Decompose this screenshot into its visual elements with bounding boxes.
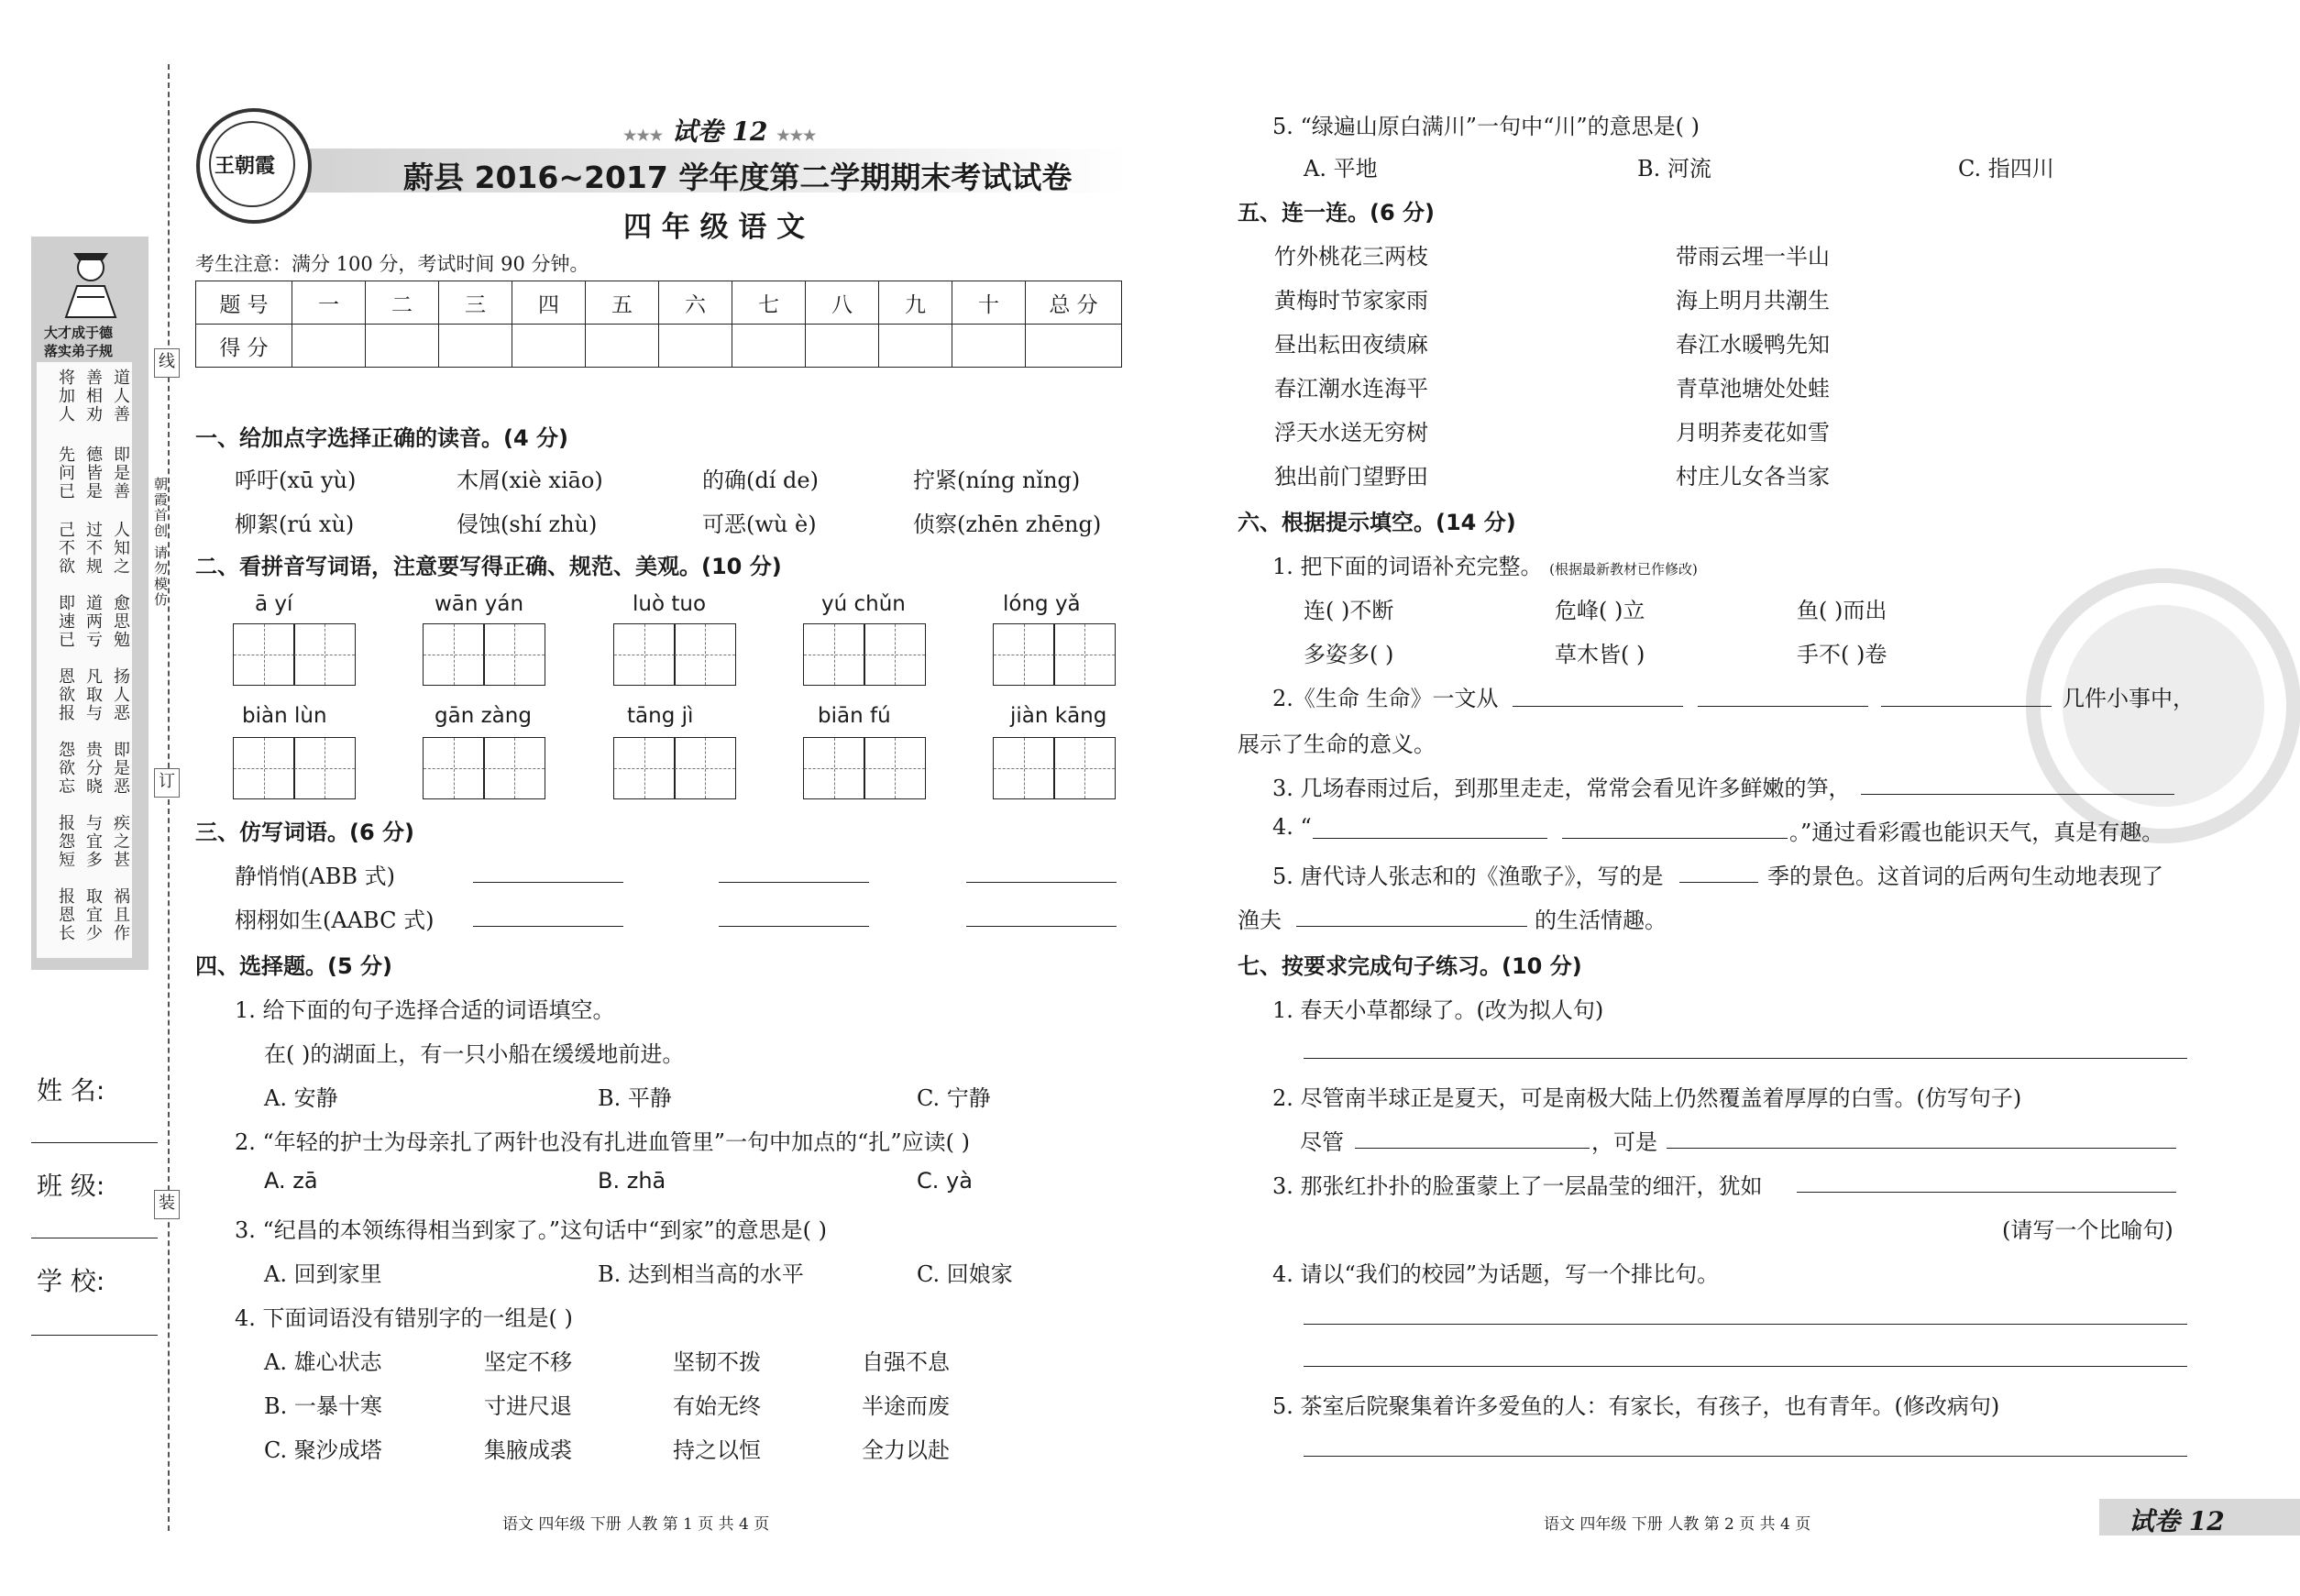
- writing-grid-cell[interactable]: [293, 623, 356, 686]
- score-cell: 二: [366, 281, 439, 325]
- option-b[interactable]: B. 河流: [1637, 156, 1711, 182]
- score-cell: 八: [806, 281, 879, 325]
- sidebar-verse-col: 报怨短: [56, 814, 75, 869]
- score-input[interactable]: [1026, 325, 1122, 368]
- answer-line[interactable]: [1304, 1366, 2187, 1367]
- writing-grid-cell[interactable]: [674, 623, 736, 686]
- writing-grid-cell[interactable]: [803, 737, 865, 799]
- poem-line-right[interactable]: 月明荞麦花如雪: [1676, 420, 1830, 446]
- sidebar-verse-col: 怨欲忘: [56, 741, 75, 796]
- score-cell: 得 分: [196, 325, 292, 368]
- exam-notice: 考生注意：满分 100 分，考试时间 90 分钟。: [195, 253, 589, 275]
- imitation-answer-line[interactable]: [473, 926, 623, 927]
- option-word: 半途而废: [862, 1393, 950, 1419]
- option-a[interactable]: A. 回到家里: [264, 1261, 382, 1287]
- writing-grid-cell[interactable]: [993, 623, 1055, 686]
- paper-tag: [623, 112, 816, 149]
- writing-grid-cell[interactable]: [613, 623, 676, 686]
- score-input[interactable]: [952, 325, 1026, 368]
- answer-line[interactable]: [1313, 838, 1547, 839]
- option-word: 寸进尺退: [484, 1393, 572, 1419]
- section-4-title: 四、选择题。(5 分): [195, 953, 392, 979]
- score-input[interactable]: [366, 325, 439, 368]
- option-b[interactable]: B. 达到相当高的水平: [598, 1261, 804, 1287]
- writing-grid-cell[interactable]: [864, 623, 926, 686]
- idiom-blank[interactable]: 危峰( )立: [1555, 598, 1645, 623]
- question-text: 5. “绿遍山原白满川”一句中“川”的意思是( ): [1272, 114, 1700, 139]
- question-text-cont: 。”通过看彩霞也能识天气，真是有趣。: [1789, 820, 2164, 845]
- idiom-blank[interactable]: 手不( )卷: [1797, 642, 1887, 667]
- pinyin-label: luò tuo: [633, 592, 707, 616]
- pronunciation-item: 柳絮(rú xù): [235, 512, 355, 537]
- sidebar-verse-col: 即是善: [111, 446, 130, 501]
- sidebar-verse-col: 恩欲报: [56, 667, 75, 722]
- score-input[interactable]: [292, 325, 366, 368]
- binding-stamp-line: 线: [154, 348, 180, 378]
- logo-text: 王朝霞: [215, 154, 276, 178]
- binding-stamp-order: 订: [154, 768, 180, 798]
- imitation-answer-line[interactable]: [966, 882, 1117, 883]
- answer-line[interactable]: [1296, 926, 1527, 927]
- imitation-prompt: 静悄悄(ABB 式): [235, 864, 395, 889]
- option-c[interactable]: C. 指四川: [1958, 156, 2054, 182]
- section-5-title: 五、连一连。(6 分): [1238, 200, 1435, 226]
- pronunciation-item: 侦察(zhēn zhēng): [913, 512, 1102, 537]
- writing-grid-cell[interactable]: [483, 737, 545, 799]
- score-input[interactable]: [512, 325, 586, 368]
- section-2-title: 二、看拼音写词语，注意要写得正确、规范、美观。(10 分): [195, 554, 782, 579]
- pronunciation-item: 木屑(xiè xiāo): [457, 468, 603, 493]
- page-footer-right: 语文 四年级 下册 人教 第 2 页 共 4 页: [1544, 1515, 1811, 1534]
- sidebar-verse-col: 德皆是: [83, 446, 103, 501]
- score-input[interactable]: [806, 325, 879, 368]
- question-text: 5. 唐代诗人张志和的《渔歌子》，写的是: [1272, 864, 1664, 889]
- pronunciation-item: 可恶(wù è): [702, 512, 817, 537]
- option-word: 自强不息: [862, 1349, 950, 1375]
- option-word: 坚定不移: [484, 1349, 572, 1375]
- score-cell: 一: [292, 281, 366, 325]
- option-b[interactable]: B. 平静: [598, 1085, 672, 1111]
- exam-title: 蔚县 2016~2017 学年度第二学期期末考试试卷: [403, 160, 1073, 195]
- score-cell: 七: [732, 281, 806, 325]
- paper-tag-text: 试卷 12: [671, 116, 768, 147]
- name-field[interactable]: [31, 1142, 158, 1143]
- idiom-blank[interactable]: 鱼( )而出: [1797, 598, 1887, 623]
- sidebar-verse-col: 扬人恶: [111, 667, 130, 722]
- imitation-answer-line[interactable]: [966, 926, 1117, 927]
- name-label: 姓 名:: [37, 1075, 105, 1106]
- question-text-cont: 展示了生命的意义。: [1238, 732, 1436, 757]
- question-text-cont: 渔夫: [1238, 908, 1282, 933]
- pinyin-label: ā yí: [255, 592, 293, 616]
- score-input[interactable]: [659, 325, 732, 368]
- sidebar-verse-col: 善相劝: [83, 369, 103, 424]
- option-word: 全力以赴: [862, 1437, 950, 1463]
- idiom-blank[interactable]: 连( )不断: [1304, 598, 1394, 623]
- answer-line[interactable]: [1304, 1456, 2187, 1457]
- writing-grid-cell[interactable]: [483, 623, 545, 686]
- sidebar-verse-col: 疾之甚: [111, 814, 130, 869]
- pinyin-label: tāng jì: [627, 704, 694, 728]
- sidebar-verse-col: 过不规: [83, 521, 103, 576]
- sidebar-verse-col: 人知之: [111, 521, 130, 576]
- answer-line[interactable]: [1304, 1324, 2187, 1325]
- question-text: 1. 春天小草都绿了。(改为拟人句): [1272, 997, 1604, 1023]
- option-a[interactable]: A. 雄心状志: [264, 1349, 382, 1375]
- option-b[interactable]: B. 一暴十寒: [264, 1393, 382, 1419]
- score-cell: 总 分: [1026, 281, 1122, 325]
- question-note: (请写一个比喻句): [2002, 1217, 2173, 1243]
- writing-grid-cell[interactable]: [993, 737, 1055, 799]
- score-cell: 五: [586, 281, 659, 325]
- option-c[interactable]: C. yà: [917, 1168, 973, 1194]
- answer-line[interactable]: [1355, 1148, 1590, 1149]
- question-text-cont: 的生活情趣。: [1535, 908, 1667, 933]
- pinyin-label: jiàn kāng: [1010, 704, 1107, 728]
- score-input[interactable]: [586, 325, 659, 368]
- sidebar-verse-col: 道两亏: [83, 594, 103, 649]
- question-text: 4. 请以“我们的校园”为话题，写一个排比句。: [1272, 1261, 1720, 1287]
- answer-line[interactable]: [1304, 1058, 2187, 1059]
- question-stem: 在( )的湖面上，有一只小船在缓缓地前进。: [264, 1041, 685, 1067]
- answer-line[interactable]: [1881, 706, 2052, 707]
- star-right-icon: ★★★: [776, 127, 817, 144]
- star-left-icon: ★★★: [623, 127, 664, 144]
- answer-line[interactable]: [1562, 838, 1788, 839]
- imitation-answer-line[interactable]: [473, 882, 623, 883]
- sidebar-verse-col: 取宜少: [83, 887, 103, 942]
- writing-grid-cell[interactable]: [1053, 623, 1116, 686]
- imitation-answer-line[interactable]: [719, 882, 869, 883]
- publisher-logo: [196, 108, 312, 224]
- writing-grid-cell[interactable]: [1053, 737, 1116, 799]
- page-footer-left: 语文 四年级 下册 人教 第 1 页 共 4 页: [502, 1515, 770, 1534]
- writing-grid-cell[interactable]: [613, 737, 676, 799]
- section-7-title: 七、按要求完成句子练习。(10 分): [1238, 953, 1582, 979]
- question-text: 1. 给下面的句子选择合适的词语填空。: [235, 997, 615, 1023]
- answer-line[interactable]: [1679, 882, 1758, 883]
- question-text-cont: ，可是: [1591, 1129, 1657, 1155]
- score-cell: 题 号: [196, 281, 292, 325]
- score-cell: 十: [952, 281, 1026, 325]
- question-text-cont: 季的景色。这首词的后两句生动地表现了: [1767, 864, 2163, 889]
- writing-grid-cell[interactable]: [233, 737, 295, 799]
- pinyin-label: biān fú: [818, 704, 891, 728]
- option-word: 集腋成裘: [484, 1437, 572, 1463]
- writing-grid-cell[interactable]: [233, 623, 295, 686]
- score-input[interactable]: [439, 325, 512, 368]
- poem-line-right[interactable]: 春江水暖鸭先知: [1676, 332, 1830, 358]
- answer-line[interactable]: [1698, 706, 1868, 707]
- answer-line[interactable]: [1797, 1192, 2176, 1193]
- sidebar-verse-col: 祸且作: [111, 887, 130, 942]
- sidebar-figure-icon: [55, 246, 127, 319]
- score-cell: 三: [439, 281, 512, 325]
- binding-dash-line: [168, 64, 170, 1531]
- question-text: 3. “纪昌的本领练得相当到家了。”这句话中“到家”的意思是( ): [235, 1217, 827, 1243]
- section-1-title: 一、给加点字选择正确的读音。(4 分): [195, 425, 568, 451]
- idiom-blank[interactable]: 多姿多( ): [1304, 642, 1394, 667]
- pronunciation-item: 拧紧(níng nǐng): [913, 468, 1081, 493]
- option-a[interactable]: A. 平地: [1304, 156, 1378, 182]
- sidebar-verse-col: 凡取与: [83, 667, 103, 722]
- answer-line[interactable]: [1667, 1148, 2176, 1149]
- pronunciation-item: 呼吁(xū yù): [235, 468, 357, 493]
- sidebar-motto-1: 大才成于德: [44, 325, 114, 341]
- poem-line-right[interactable]: 村庄儿女各当家: [1676, 464, 1830, 490]
- sidebar-verse-col: 将加人: [56, 369, 75, 424]
- sidebar-motto-2: 落实弟子规: [44, 343, 114, 359]
- section-6-title: 六、根据提示填空。(14 分): [1238, 510, 1516, 535]
- question-text: 2. 尽管南半球正是夏天，可是南极大陆上仍然覆盖着厚厚的白雪。(仿写句子): [1272, 1085, 2022, 1111]
- option-c[interactable]: C. 回娘家: [917, 1261, 1013, 1287]
- question-text: 3. 几场春雨过后，到那里走走，常常会看见许多鲜嫩的笋，: [1272, 776, 1851, 801]
- sidebar-verse-col: 与宜多: [83, 814, 103, 869]
- sidebar-verse-col: 己不欲: [56, 521, 75, 576]
- score-table: [195, 281, 1122, 368]
- section-3-title: 三、仿写词语。(6 分): [195, 820, 414, 845]
- sidebar-verse-col: 贵分晓: [83, 741, 103, 796]
- question-text: 5. 茶室后院聚集着许多爱鱼的人：有家长，有孩子，也有青年。(修改病句): [1272, 1393, 2000, 1419]
- binding-stamp-bind: 装: [154, 1190, 180, 1219]
- pinyin-label: wān yán: [435, 592, 524, 616]
- writing-grid-cell[interactable]: [674, 737, 736, 799]
- poem-line-left[interactable]: 独出前门望野田: [1274, 464, 1428, 490]
- poem-line-right[interactable]: 带雨云埋一半山: [1676, 244, 1830, 270]
- score-cell: 四: [512, 281, 586, 325]
- sidebar-verse-col: 先问已: [56, 446, 75, 501]
- corner-paper-tag: 试卷 12: [2129, 1506, 2225, 1536]
- copyright-note: 朝霞首创 请勿模仿: [152, 477, 169, 608]
- poem-line-right[interactable]: 青草池塘处处蛙: [1676, 376, 1830, 402]
- question-note: (根据最新教材已作修改): [1549, 561, 1698, 578]
- idiom-blank[interactable]: 草木皆( ): [1555, 642, 1645, 667]
- score-input[interactable]: [879, 325, 952, 368]
- question-text: 2. “年轻的护士为母亲扎了两针也没有扎进血管里”一句中加点的“扎”应读( ): [235, 1129, 970, 1155]
- option-c[interactable]: C. 宁静: [917, 1085, 991, 1111]
- score-table-score-row: [196, 325, 1122, 368]
- poem-line-left[interactable]: 黄梅时节家家雨: [1274, 288, 1428, 314]
- sidebar-verse-col: 即是恶: [111, 741, 130, 796]
- sidebar-verse-col: 道人善: [111, 369, 130, 424]
- pinyin-label: gān zàng: [435, 704, 532, 728]
- question-text: 4. 下面词语没有错别字的一组是( ): [235, 1305, 573, 1331]
- writing-grid-cell[interactable]: [864, 737, 926, 799]
- poem-line-left[interactable]: 浮天水送无穷树: [1274, 420, 1428, 446]
- score-cell: 九: [879, 281, 952, 325]
- option-word: 坚韧不拨: [673, 1349, 761, 1375]
- option-b[interactable]: B. zhā: [598, 1168, 666, 1194]
- option-word: 有始无终: [673, 1393, 761, 1419]
- writing-grid-cell[interactable]: [423, 623, 485, 686]
- question-text: 4. “: [1272, 814, 1312, 840]
- score-cell: 六: [659, 281, 732, 325]
- poem-line-left[interactable]: 春江潮水连海平: [1274, 376, 1428, 402]
- writing-grid-cell[interactable]: [803, 623, 865, 686]
- writing-grid-cell[interactable]: [423, 737, 485, 799]
- poem-line-left[interactable]: 昼出耘田夜绩麻: [1274, 332, 1428, 358]
- question-text: [1272, 548, 1698, 580]
- pinyin-label: yú chǔn: [821, 592, 906, 616]
- sidebar-verse-col: 即速已: [56, 594, 75, 649]
- sidebar-verse-col: 报恩长: [56, 887, 75, 942]
- imitation-prompt: 栩栩如生(AABC 式): [235, 908, 435, 933]
- option-c[interactable]: C. 聚沙成塔: [264, 1437, 382, 1463]
- sidebar-verse-col: 愈思勉: [111, 594, 130, 649]
- question-text: 2.《生命 生命》一文从: [1272, 686, 1499, 711]
- poem-line-left[interactable]: 竹外桃花三两枝: [1274, 244, 1428, 270]
- writing-grid-cell[interactable]: [293, 737, 356, 799]
- option-a[interactable]: A. zā: [264, 1168, 318, 1194]
- answer-line[interactable]: [1861, 794, 2174, 795]
- pronunciation-item: 侵蚀(shí zhù): [457, 512, 598, 537]
- option-a[interactable]: A. 安静: [264, 1085, 338, 1111]
- school-label: 学 校:: [37, 1266, 105, 1296]
- question-text-cont: 几件小事中，: [2063, 686, 2195, 711]
- question-text-cont: 尽管: [1300, 1129, 1344, 1155]
- question-text-main: 1. 把下面的词语补充完整。: [1272, 554, 1543, 579]
- pinyin-label: biàn lùn: [242, 704, 327, 728]
- score-table-header-row: [196, 281, 1122, 325]
- question-text: 3. 那张红扑扑的脸蛋蒙上了一层晶莹的细汗，犹如: [1272, 1173, 1763, 1199]
- poem-line-right[interactable]: 海上明月共潮生: [1676, 288, 1830, 314]
- pronunciation-item: 的确(dí de): [702, 468, 819, 493]
- school-field[interactable]: [31, 1335, 158, 1336]
- answer-line[interactable]: [1513, 706, 1683, 707]
- exam-subject: 四 年 级 语 文: [623, 211, 806, 244]
- class-label: 班 级:: [37, 1171, 105, 1201]
- score-input[interactable]: [732, 325, 806, 368]
- imitation-answer-line[interactable]: [719, 926, 869, 927]
- pinyin-label: lóng yǎ: [1003, 592, 1081, 616]
- option-word: 持之以恒: [673, 1437, 761, 1463]
